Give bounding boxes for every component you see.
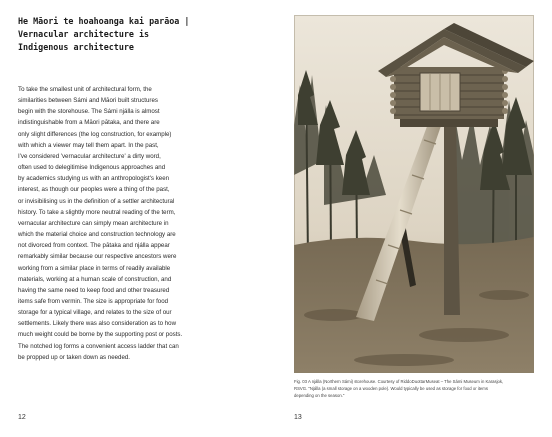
body-line: often used to delegitimise Indigenous approaches and: [18, 164, 166, 172]
body-line: The notched log forms a convenient access ladder that can: [18, 342, 179, 350]
right-page: [276, 0, 552, 437]
figure-caption: [294, 378, 539, 400]
body-line: history. To take a slightly more neutral reading of the term,: [18, 208, 176, 216]
heading-line: Vernacular architecture is: [18, 29, 150, 39]
body-line: by academics studying us with an anthropologist's keen: [18, 175, 170, 183]
body-line: interest, as though our peoples were a thing of the past,: [18, 186, 170, 194]
body-line: To take the smallest unit of architectural form, the: [18, 86, 152, 93]
chapter-heading: [18, 15, 258, 54]
body-line: remarkably similar because our respective ancestors were: [18, 253, 177, 261]
body-line: indistinguishable from a Māori pātaka, and there are: [18, 119, 160, 127]
body-line: having the same need to keep food and other treasured: [18, 286, 170, 294]
heading-line: Indigenous architecture: [18, 42, 134, 52]
body-line: vernacular architecture can simply mean architecture in: [18, 219, 169, 227]
body-line: which the material choice and construction technology are: [18, 231, 176, 239]
page-number-right: 13: [294, 414, 302, 421]
body-line: items safe from vermin. The size is appropriate for food: [18, 297, 169, 305]
caption-line: Fig. 03 A njálla (Northern Sámi) storehouse. Courtesy of RiddoDuottarMuseat – The Sámi Museum in Karasjok,: [294, 379, 504, 384]
body-line: begin with the storehouse. The Sámi njálla is almost: [18, 108, 160, 116]
body-paragraph: [18, 84, 216, 363]
caption-line: depending on the season.": [294, 393, 345, 399]
body-line: settlements. Likely there was also consideration as to how: [18, 320, 177, 328]
caption-line: RSVG. "Njálla (a small storage on a wooden pole). Would typically be used as storage for food or items: [294, 386, 488, 392]
body-line: or invisibilising us in the definition of a settler architectural: [18, 197, 175, 205]
body-line: materials, working at a human scale of construction, and: [18, 275, 172, 283]
body-line: storage for a typical village, and relates to the size of our: [18, 309, 172, 317]
heading-line: He Māori te hoahoanga kai parāoa |: [18, 16, 190, 26]
body-line: be propped up or taken down as needed.: [18, 353, 130, 361]
body-line: I've considered 'vernacular architecture' a dirty word,: [18, 152, 161, 160]
page-number-left: 12: [18, 414, 26, 421]
body-line: similarities between Sámi and Māori built structures: [18, 97, 158, 105]
body-line: only slight differences (the log construction, for example): [18, 130, 172, 138]
body-line: with which a viewer may tell them apart. In the past,: [18, 141, 159, 149]
body-line: not divorced from context. The pātaka and njálla appear: [18, 242, 170, 250]
storehouse-photo: [294, 15, 534, 373]
body-line: much weight could be borne by the supporting post or posts.: [18, 331, 183, 339]
body-line: working from a similar place in terms of readily available: [18, 264, 171, 272]
